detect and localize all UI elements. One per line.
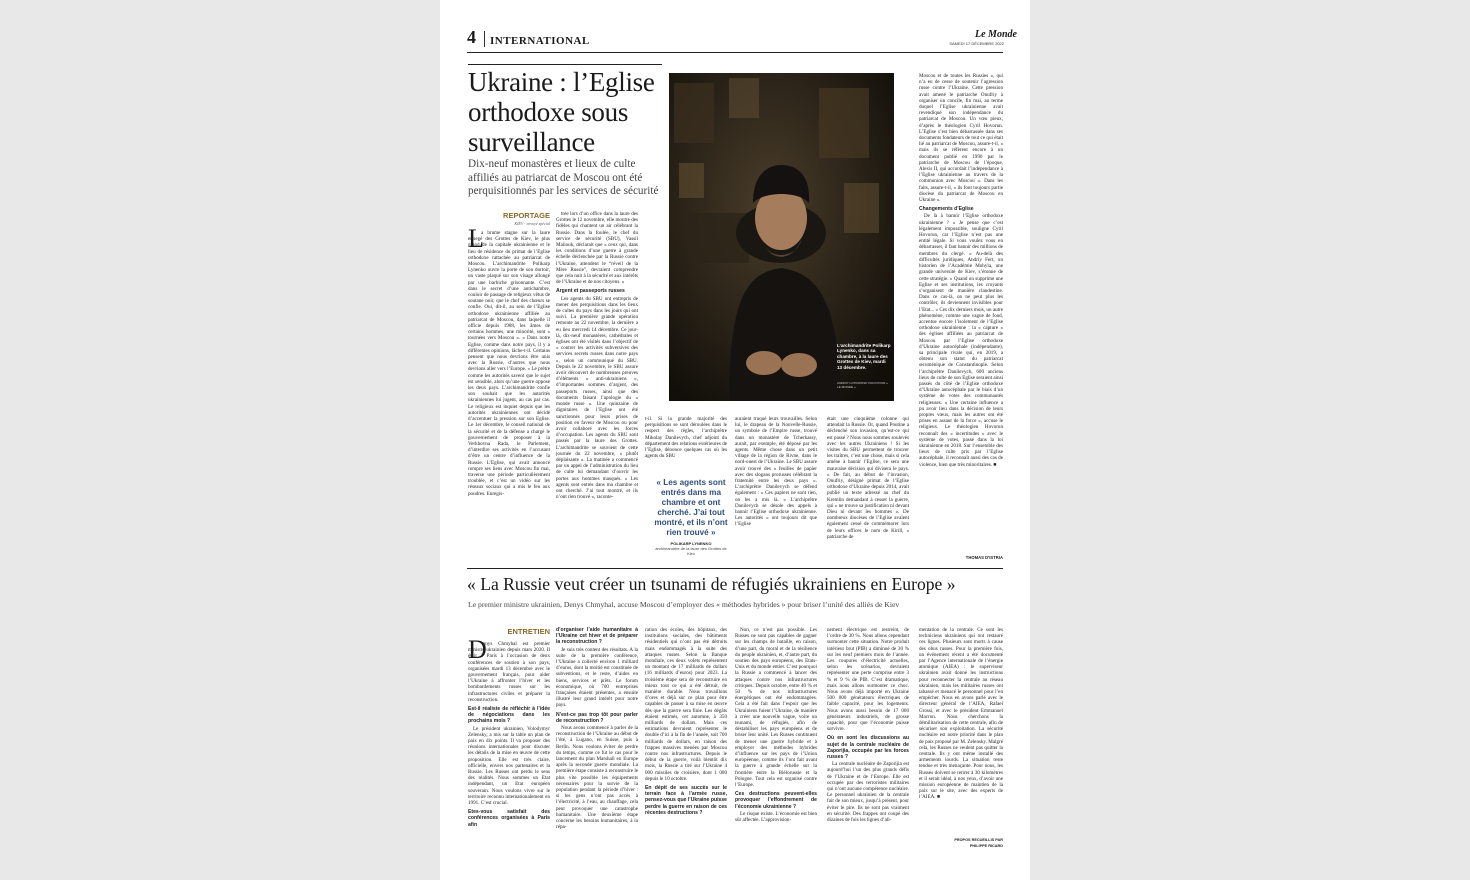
article2-col2-answer-a: Je suis très content des résultats. A la suite de la première conférence, l’Ukraine a collecté environ 1 milliard d’euros, dont la moitié est constituée de subventions, et le reste, d’aides en biens, services et prêts. Le forum économique, où 700 entreprises françaises étaient présentes, a ensuite illustré leur grand intérêt pour notre pays.	[556, 646, 638, 709]
article2-question-4: N’est-ce pas trop tôt pour parler de reconstruction ?	[556, 711, 638, 724]
article2-col2-answer-b: Nous avons commencé à parler de la reconstruction de l’Ukraine au début de l’été, à Lugano, en Suisse, puis à Berlin. Nous voulons éviter de perdre du temps, comme ce fut le cas pour le lancement du plan Marshall en Europe après la seconde guerre mondiale. La première étape consiste à reconstruire le plus vite possible les équipements nécessaires pour la survie de la population pendant la période d’hiver : si les gens n’ont pas accès à l’électricité, à l’eau, au chauffage, cela peut provoquer une catastrophe humanitaire. Une deuxième étape concerne les besoins humanitaires, à la répa-	[556, 725, 638, 831]
article2-question-3: d’organiser l’aide humanitaire à l’Ukraine cet hiver et de préparer la reconstruction ?	[556, 627, 638, 646]
article1-col2-text: trée lors d’un office dans la laure des Grottes le 12 novembre, elle montre des fidèles qui chantent un air célébrant la Russie. Dans la foulée, le chef du service de sécurité (SBU), Vassil Maliouk, déclarait que « ceux qui, dans les conditions d’une guerre à grande échelle déclenchée par la Russie contre l’Ukraine, attendent le “réveil de la Mère Russie”, devraient comprendre que cela nuit à la sécurité et aux intérêts de l’Ukraine et de nos citoyens. »	[556, 211, 638, 286]
article1-column-6	[919, 73, 1003, 553]
article2-column-3	[645, 627, 727, 861]
article2-kicker: ENTRETIEN	[507, 627, 550, 636]
article2-byline-2: PHILIPPE RICARD	[969, 844, 1003, 848]
section-label: INTERNATIONAL	[490, 35, 590, 47]
article1-col2b-text: Les agents du SBU ont entrepris de mener des perquisitions dans les lieux de cultes du pays dans les jours qui ont suivi. La première grande opération remonte au 22 novembre, la dernière a eu lieu mercredi 14 décembre. Ce jour-là, dix-neuf monastères, cathédrales et églises ont été visités dans l’objectif de « contrer les activités subversives des services secrets russes dans notre pays », selon un communiqué du SBU. Depuis le 22 novembre, le SBU assure avoir découvert de nombreuses preuves d’éléments « anti-ukrainiens », d’importantes sommes d’argent, des passeports russes, ainsi que des documents faisant l’apologie du « monde russe ». Une quinzaine de dignitaires de l’Eglise ont été sanctionnés pour leurs prises de position en faveur de Moscou ou pour avoir collaboré avec les forces d’occupation. Les agents du SBU sont passés par la laure des Grottes. L’archimandrite se souvient de cette journée du 22 novembre, « plutôt déplaisante ». La matinée a commencé par un appel de l’administration du lieu de culte lui demandant d’ouvrir les portes aux hommes masqués. « Les agents sont entrés dans ma chambre et ont cherché. J’ai tout montré, et ils n’ont rien trouvé », raconte-	[556, 295, 638, 501]
article-separator	[467, 568, 1003, 569]
article2-question-1: Est-il réaliste de réfléchir à l’idée de négociations dans les prochains mois ?	[468, 706, 550, 725]
article1-col6-text: Moscou et de toutes les Russies », qui n’a eu de cesse de soutenir l’agression russe contre l’Ukraine. Cette pression avait amené le patriarche Onufriy à organiser un concile, fin mai, au terme duquel l’Eglise ukrainienne avait revendiqué son indépendance du patriarcat de Moscou. Un vœu pieux, d’après le théologien Cyril Hovorun. L’Eglise s’est bien débarrassée dans ses documents fondateurs de tout ce qui était lié au patriarcat de Moscou, assure-t-il, « mais ils se réfèrent encore à un document publié en 1990 par le patriarche de Moscou de l’époque, Alexis II, qui accordait l’indépendance à l’Eglise ukrainienne au travers de la communion avec Moscou ». Dans les faits, assure-t-il, « ils font toujours partie diocèse du patriarcat de Moscou en Ukraine ».	[919, 73, 1003, 204]
article2-question-2: Etes-vous satisfait des conférences organisées à Paris afin	[468, 809, 550, 828]
article1-dateline: KIEV - envoyé spécial	[514, 221, 550, 226]
article2-col5-answer-b: La centrale nucléaire de Zaporijia est aujourd’hui l’un des plus grands défis de l’Ukraine et de l’Europe. Elle est occupée par des terroristes militaires qui n’ont aucune compétence nucléaire. Le personnel ukrainien de la centrale fait de son mieux, jusqu’à présent, pour éviter le pire. Ils ne sont pas vraiment en sécurité. Des frappes ont coupé des dizaines de fois les lignes d’ali-	[827, 761, 909, 824]
page-date: SAMEDI 17 DÉCEMBRE 2022	[949, 41, 1004, 46]
article1-title: Ukraine : l’Eglise orthodoxe sous surveillance	[468, 67, 655, 157]
article2-col4-answer-b: Le risque existe. L’économie est bien sûr affectée. L’approvision-	[735, 810, 817, 824]
article1-standfirst: Dix-neuf monastères et lieux de culte affiliés au patriarcat de Moscou ont été perquisitionnés par les services de sécurité	[468, 158, 659, 197]
article1-column-5	[827, 416, 909, 562]
article1-subhead-1: Argent et passeports russes	[556, 288, 625, 295]
article1-col5-text: était une cinquième colonne qui attendait la Russie. Or, quand Poutine a déclenché son invasion, qu’est-ce qui est passé ? Nous nous sommes soulevés avec les autres Ukrainiens ! Si les visites du SBU permettent de trouver les traîtres, c’est une chose, mais si cela amène à bannir l’Eglise, ce sera une mauvaise décision qui divisera le pays. » De fait, au début de l’invasion, Onufriy, désigné primat de l’Eglise orthodoxe d’Ukraine depuis 2014, avait publié un texte adressé au chef du Kremlin demandant à cesser la guerre, qui « ne trouve sa justification ni devant Dieu ni devant les hommes ». De nombreux diocèses de l’Eglise avaient également cessé de commémorer lors de leurs offices le nom de Kirill, « patriarche de	[827, 416, 909, 540]
header-divider	[484, 31, 485, 47]
article1-top-rule	[468, 64, 662, 65]
article1-column-1	[468, 230, 550, 562]
article1-subhead-2: Changements d’Eglise	[919, 206, 974, 213]
photo-caption: L’archimandrite Polikarp Lynenko, dans sa chambre, à la laure des Grottes de Kiev, mardi 13 décembre.	[837, 343, 891, 370]
article2-col1-answer: Le président ukrainien, Volodymyr Zelensky, a mis sur la table un plan de paix en dix points. Il va proposer des réunions internationales pour discuter les détails de la mise en œuvre de cette proposition. Elle est très claire, officielle, envers nos partenaires et la Russie. Les Russes ont perdu le sens des réalités. Nous sommes un Etat indépendant, un Etat européen souverain. Nous voulons vivre sur le territoire reconnu internationalement en 1991. C’est crucial.	[468, 725, 550, 807]
pull-quote-author: POLIKARP LYNENKO	[670, 541, 712, 546]
article2-drop-cap: D	[468, 635, 487, 664]
pull-quote-role: archimandrite de la laure des Grottes de Kiev	[655, 546, 727, 556]
article2-col6-answer: mentation de la centrale. Ce sont les techniciens ukrainiens qui ont restauré ces lignes. Plusieurs sont morts à cause des obus russes. Pour la première fois, un événement récent a été documenté par l’Agence internationale de l’énergie atomique (AIEA) : le superviseur ukrainien avait donné les instructions pour reconnecter la centrale au réseau ukrainien, mais les militaires russes ont tabassé et menacé le personnel pour l’en empêcher. Nous en avons parlé avec le directeur général de l’AIEA, Rafael Grossi, et avec le président Emmanuel Macron. Nous cherchons la démilitarisation de cette centrale, afin de sécuriser son exploitation. La sécurité nucléaire est notre priorité dans le plan de paix proposé par M. Zelensky. Malgré cela, les Russes ne veulent pas quitter la centrale. Ils y ont même installé des armements lourds. La situation reste tendue et très menaçante. Pour nous, les Russes doivent se retirer à 30 kilomètres et il serait idéal, à nos yeux, d’avoir une mission européenne de maintien de la paix sur le site, avec des experts de l’AIEA. ■	[919, 627, 1003, 801]
article2-standfirst: Le premier ministre ukrainien, Denys Chmyhal, accuse Moscou d’employer des « méthodes hybrides » pour briser l’unité des alliés de Kiev	[468, 600, 900, 609]
article1-column-2	[556, 211, 638, 562]
article2-column-4	[735, 627, 817, 861]
article2-byline-1: PROPOS RECUEILLIS PAR	[954, 838, 1003, 842]
page-number: 4	[467, 27, 476, 47]
newspaper-page	[440, 0, 1030, 880]
pull-quote	[653, 478, 729, 556]
article1-col3-text: t-il. Si la grande majorité des perquisitions se sont déroulées dans le respect des règles, l’archiprêtre Mikolay Danilevych, chef adjoint du département des relations extérieures de l’Eglise, dénonce quelques cas où les agents du SBU	[645, 416, 727, 460]
article2-question-5: En dépit de ses succès sur le terrain face à l’armée russe, pensez-vous que l’Ukraine puisse perdre la guerre en raison de ces récentes destructions ?	[645, 785, 727, 816]
article1-col1-text: a brume stagne sur la laure ennegé des Grottes de Kiev, le plus grand de la capitale ukrainienne et le lieu de résidence du primat de l’Eglise orthodoxe rattachée au patriarcat de Moscou. L’archimandrite Polikarp Lynenko ouvre la porte de son dortoir, un vaste plaqué sur son visage allongé par une barbiche grisonnante. C’est dans le secret d’une antichambre, couloir de passage de religieux vêtus de soutane noir, que le chef des chœurs se confie. Oui, dit-il, au sein de l’Eglise orthodoxe ukrainienne affiliée au patriarcat de Moscou, dans laquelle il officie depuis 1988, les âmes de certains hommes, une minorité, sont « tournées vers Moscou ». « Dans notre Eglise, comme dans notre pays, il y a différentes opinions, lâche-t-il. Certains pensent que nous devrions être unis avec la Russie, d’autres que nous devrions aller vers l’Europe. » Le prêtre comme les autorités savent que le sujet est sensible, alors qu’une guerre oppose les deux pays. L’archimandrite confie son souhait que les autorités ukrainiennes lui jugent, au cas par cas. Le religieux est inquiet depuis que les autorités ukrainiennes ont décidé d’accentuer la pression sur son Eglise. Le 1er décembre, le conseil national de la sécurité et de la défense a chargé le gouvernement de proposer à la Verkhovna Rada, le Parlement, d’interdire ses activités en l’accusant d’être un centre d’influence de la Russie. L’Eglise, qui avait annoncé rompre ses liens avec Moscou fin mai, traverse une période particulièrement troublée, et c’est un vidéo sur les réseaux sociaux qui a mis le feu aux poudres. Enregis-	[468, 230, 550, 497]
article2-question-6: Ces destructions peuvent-elles provoquer l’effondrement de l’économie ukrainienne ?	[735, 791, 817, 810]
photo-credit: ANDRIY LOTROWSKY/NOI POUR « LE MONDE »	[837, 381, 888, 389]
article2-question-7: Où en sont les discussions au sujet de la centrale nucléaire de Zaporijia, occupée par les forces russes ?	[827, 735, 909, 761]
article2-column-1	[468, 641, 550, 861]
article1-col6b-text: De là à bannir l’Eglise orthodoxe ukrainienne ? « Je pense que c’est légalement impossible, souligne Cyril Hovorun, car l’Eglise n’est pas une entité légale. Si vous voulez vous en débarrasser, il faut bannir des millions de membres du clergé. » Au-delà des difficultés juridiques, Andriy Fert, un historien de l’Académie Mohyla, une grande université de Kiev, s’étonne de cette stratégie. « Quand on supprime une Eglise et ses institutions, les croyants s’organisent de manière clandestine. Dans ce cas-là, on ne peut plus les contrôler, ils deviennent invisibles pour l’Etat... » Ces dix derniers mois, un autre phénomène, comme une vague de fond, accentue encore l’isolement de l’Eglise orthodoxe ukrainienne : la « capture » des églises affiliées au patriarcat de Moscou par l’Eglise orthodoxe d’Ukraine autocéphale (indépendante), sa principale rivale qui, en 2019, a obtenu son statut du patriarcat œcuménique de Constantinople. Selon l’archiprêtre Danilevych, 600 anciens lieux de culte de son Eglise seraient ainsi passés du côté de l’Eglise orthodoxe d’Ukraine autocéphale par le biais d’un système de votes des communautés religieuses. « Une certaine influence a pu avoir lieu dans la décision de leurs propres vœux, mais les autres ont été prises en assaut de la force », accuse le religieux. Le théologien Hovorun reconnaît des « incertitudes » avec le système de votes, passé dans la loi ukrainienne en 2018. Sur l’ensemble des lieux de culte pris par l’Eglise autocéphale, il reconnaît aussi des cas de violence, bien que très minoritaires. ■	[919, 213, 1003, 468]
article2-column-2	[556, 627, 638, 861]
article1-col4-text: auraient truqué leurs trouvailles. Selon lui, le drapeau de la Nouvelle-Russie, un symbole de l’Empire russe, trouvé dans un monastère de Tcherkassy, aurait, par exemple, été déposé par les agents. Même chose dans un petit village de la région de Rivne, dans le nord-ouest de l’Ukraine. Le SBU assure avoir trouvé des « feuilles de papier avec des slogans prorusses célébrant la fraternité entre les deux pays ». L’archiprêtre Danilevych se défend également : « Ces papiers ne sont rien, on les a mis là. » L’archiprêtre Danilevych se désole des appels à bannir l’Eglise orthodoxe ukrainienne. Les autorités « ont toujours dit que l’Eglise	[735, 416, 817, 528]
article1-kicker: REPORTAGE	[503, 211, 550, 220]
article1-byline: THOMAS D’ISTRIA	[965, 555, 1003, 560]
article2-title: « La Russie veut créer un tsunami de réfugiés ukrainiens en Europe »	[467, 574, 956, 594]
article2-col3-answer: ration des écoles, des hôpitaux, des institutions sociales, des bâtiments résidentiels qui n’ont pas été détruits mais endommagés à la suite des attaques russes. Selon la Banque mondiale, ces deux volets représentent un montant de 17 milliards de dollars (16 milliards d’euros) pour 2023. La troisième étape sera de reconstruire en mieux tout ce qui a été détruit, de manière durable. Nous travaillons d’ores et déjà sur ce plan pour être capables de passer à sa mise en œuvre dès que la guerre sera finie. Les dégâts étaient estimés, cet automne, à 350 milliards de dollars. Mais ces estimations devraient représenter le double d’ici à la fin de l’année, soit 700 milliards de dollars, en raison des frappes massives menées par Moscou contre nos infrastructures. Depuis le début de la guerre, voilà bientôt dix mois, la Russie a tiré sur l’Ukraine 4 000 missiles de croisière, dont 1 000 depuis le 10 octobre.	[645, 627, 727, 782]
article1-column-4	[735, 416, 817, 562]
article1-photo	[669, 73, 894, 401]
le-monde-logo: Le Monde	[975, 29, 1017, 40]
article1-drop-cap: L	[468, 224, 484, 253]
article2-column-6	[919, 627, 1003, 835]
header-rule	[467, 52, 1003, 53]
article2-col5-answer-a: nement électrique est restreint, de l’ordre de 30 %. Nous allons cependant surmonter cette situation. Notre produit intérieur brut (PIB) a diminué de 30 % sur les neuf premiers mois de l’année. Les coupures d’électricité actuelles, selon les scénarios, devraient représenter une perte comprise entre 3 % et 9 % de PIB. C’est dramatique, mais nous allons surmonter ce choc. Nous avons déjà importé en Ukraine 500 000 générateurs électriques de faible capacité, pour les logements. Nous avons aussi besoin de 17 000 générateurs industriels, de grosse capacité, pour que l’économie puisse survivre.	[827, 627, 909, 733]
article2-col4-answer-a: Non, ce n’est pas possible. Les Russes ne sont pas capables de gagner sur les champs de bataille, en raison, d’une part, du moral et de la résilience du peuple ukrainien, et, d’autre part, du soutien des pays européens, des Etats-Unis et du monde entier. C’est pourquoi la Russie a commencé à lancer des attaques contre nos infrastructures critiques. Depuis octobre, entre 40 % et 50 % de nos infrastructures énergétiques ont été endommagées. Cela a été fait dans l’espoir que les Ukrainiens fuient l’Ukraine, de manière à créer une nouvelle vague, voire un tsunami, de réfugiés, afin de déstabiliser les pays européens et de briser leur unité. Les Russes continuent de mener une guerre hybride et à employer des méthodes hybrides d’influence sur les pays de l’Union européenne, comme ils l’ont fait avant la guerre à grande échelle sur la frontière entre la Biélorussie et la Pologne. Tout cela est organisé contre l’Europe.	[735, 627, 817, 789]
pull-quote-text: « Les agents sont entrés dans ma chambre et ont cherché. J’ai tout montré, et ils n’ont rien trouvé »	[654, 478, 728, 537]
article2-col1-intro: enys Chmyhal est premier ministre ukrainien depuis mars 2020. Il était à Paris à l’occasion de deux conférences de soutien à son pays, organisées mardi 13 décembre avec le gouvernement français, pour aider l’Ukraine à affronter l’hiver et les bombardements russes sur les infrastructures civiles et préparer la reconstruction.	[468, 641, 550, 703]
article2-column-5	[827, 627, 909, 861]
